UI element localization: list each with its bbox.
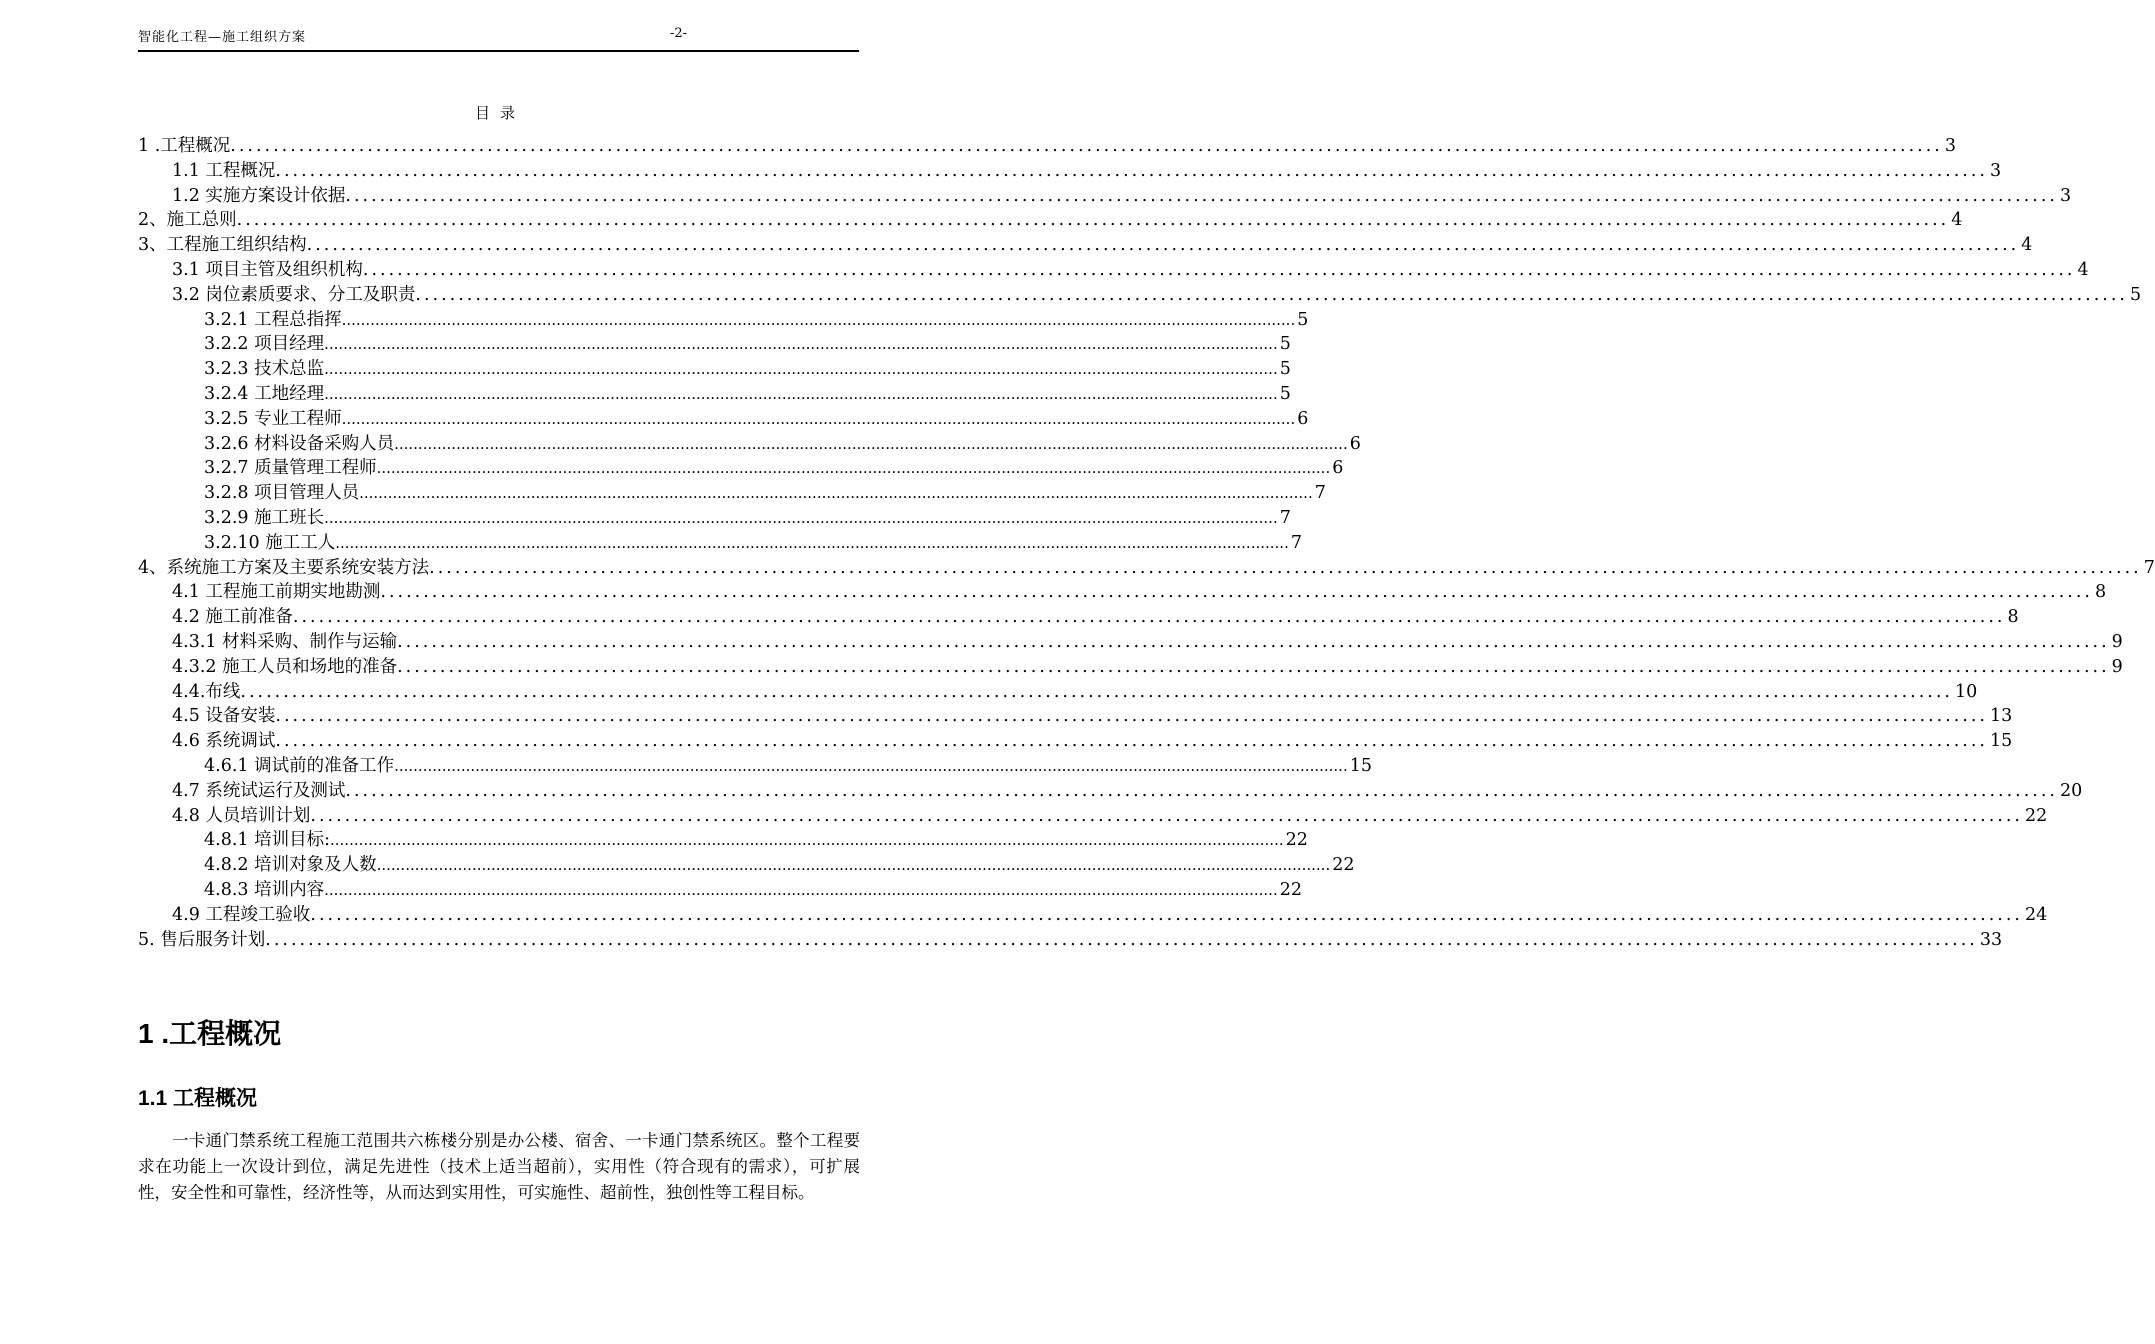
toc-entry[interactable] [172,704,2013,728]
toc-leader-dots: ........................................................................................................................................................................................................ [394,434,1348,453]
toc-entry[interactable] [204,432,1361,456]
toc-entry-page: 15 [1989,731,2013,752]
toc-entry-label: 4.8.2 培训对象及人数 [204,855,377,876]
toc-entry-page: 5 [1279,359,1291,380]
toc-entry-page: 33 [1979,929,2003,950]
toc-entry-label: 3.2.6 材料设备采购人员 [204,433,395,454]
toc-leader-dots: ........................................................................................................................................................................................................ [292,607,2006,628]
toc-leader-dots: ........................................................................................................................................................................................................ [324,509,1278,527]
toc-entry-page: 8 [2094,582,2107,603]
toc-entry[interactable] [172,580,2107,604]
toc-entry[interactable] [204,382,1291,406]
toc-entry-page: 13 [1989,706,2013,727]
toc-entry-page: 5 [1279,334,1291,355]
toc-entry[interactable] [172,779,2083,803]
toc-entry-page: 24 [2024,904,2048,925]
toc-leader-dots: ........................................................................................................................................................................................................ [341,409,1296,428]
toc-entry-label: 4.1 工程施工前期实地勘测 [172,582,381,603]
toc-entry-label: 4.7 系统试运行及测试 [172,780,346,801]
toc-entry-page: 7 [1290,532,1302,553]
header-page-number: -2- [670,26,688,41]
toc-entry-page: 9 [2111,656,2123,677]
toc-entry[interactable] [172,630,2123,654]
toc-entry[interactable] [172,655,2123,679]
toc-entry-label: 3.2.9 施工班长 [204,508,325,528]
toc-entry-label: 4.5 设备安装 [172,706,276,727]
toc-leader-dots: ........................................................................................................................................................................................................ [380,582,2093,603]
toc-entry-page: 9 [2111,632,2123,652]
toc-entry-label: 3.2.3 技术总监 [204,359,325,380]
toc-entry-label: 3.2.1 工程总指挥 [204,309,342,330]
body-paragraph: 一卡通门禁系统工程施工范围共六栋楼分别是办公楼、宿舍、一卡通门禁系统区。整个工程要求在功能上一次设计到位，满足先进性（技术上适当超前），实用性（符合现有的需求），可扩展性，安全性和可靠性，经济性等，从而达到实用性，可实施性、超前性，独创性等工程目标。 [138,1131,860,1202]
toc-entry-label: 3.2.4 工地经理 [204,384,325,404]
toc-entry[interactable] [138,233,2033,257]
toc-entry[interactable] [172,283,2142,307]
toc-entry-label: 3、工程施工组织结构 [138,235,307,256]
toc-leader-dots: ........................................................................................................................................................................................................ [345,780,2058,801]
toc-entry-page: 22 [2024,805,2048,826]
section-heading: 1 .工程概况 [138,1018,282,1049]
toc-entry-page: 22 [1332,855,1355,876]
page-header [138,24,859,52]
toc-leader-dots: ........................................................................................................................................................................................................ [230,136,1943,156]
toc-entry-page: 6 [1332,458,1344,479]
toc-entry[interactable] [204,828,1308,852]
toc-entry-page: 10 [1954,681,1978,702]
toc-entry-page: 6 [1297,408,1309,429]
toc-entry-page: 5 [2129,284,2142,305]
toc-leader-dots: ........................................................................................................................................................................................................ [362,260,2076,280]
toc-entry[interactable] [172,903,2048,927]
toc-leader-dots: ........................................................................................................................................................................................................ [359,484,1313,503]
toc-leader-dots: ........................................................................................................................................................................................................ [341,310,1296,329]
toc-leader-dots: ........................................................................................................................................................................................................ [376,459,1331,478]
toc-entry-label: 4.3.2 施工人员和场地的准备 [172,656,398,677]
toc-entry-label: 5. 售后服务计划 [138,929,266,950]
toc-entry-label: 3.2.2 项目经理 [204,334,325,355]
toc-entry-page: 4 [2077,260,2089,280]
toc-leader-dots: ........................................................................................................................................................................................................ [275,731,1988,752]
toc-leader-dots: ........................................................................................................................................................................................................ [265,929,1978,950]
toc-entry-page: 5 [1297,309,1309,330]
toc-entry-page: 7 [2143,557,2155,578]
toc-entry-label: 4.4.布线 [172,681,241,702]
toc-entry-label: 3.2.7 质量管理工程师 [204,458,377,479]
toc-entry-label: 4.3.1 材料采购、制作与运输 [172,632,398,652]
toc-entry[interactable] [172,184,2072,208]
toc-leader-dots: ........................................................................................................................................................................................................ [397,632,2110,652]
toc-leader-dots: ........................................................................................................................................................................................................ [324,335,1278,354]
toc-entry[interactable] [204,878,1302,902]
toc-entry[interactable] [204,357,1291,381]
toc-leader-dots: ........................................................................................................................................................................................................ [275,160,1988,181]
toc-leader-dots: ........................................................................................................................................................................................................ [275,706,1988,727]
toc-entry[interactable] [138,928,2003,952]
toc-entry[interactable] [172,258,2089,282]
toc-entry-label: 4.8.3 培训内容 [204,880,325,900]
toc-leader-dots: ........................................................................................................................................................................................................ [310,805,2023,826]
toc-leader-dots: ........................................................................................................................................................................................................ [345,185,2058,206]
toc-entry[interactable] [204,853,1355,877]
toc-entry-page: 6 [1349,433,1361,454]
toc-entry-page: 5 [1279,384,1291,404]
toc-leader-dots: ........................................................................................................................................................................................................ [310,904,2023,925]
toc-entry-label: 1.2 实施方案设计依据 [172,185,346,206]
toc-leader-dots: ........................................................................................................................................................................................................ [335,533,1289,552]
toc-entry[interactable] [172,729,2013,753]
toc-entry-label: 1 .工程概况 [138,136,231,156]
toc-entry-label: 4.8 人员培训计划 [172,805,311,826]
toc-entry[interactable] [204,308,1309,332]
toc-entry-page: 3 [1989,160,2002,181]
toc-entry-label: 3.1 项目主管及组织机构 [172,260,363,280]
toc-leader-dots: ........................................................................................................................................................................................................ [306,235,2020,256]
toc-entry[interactable] [204,407,1309,431]
toc-entry[interactable] [172,159,2002,183]
toc-leader-dots: ........................................................................................................................................................................................................ [397,656,2110,677]
toc-entry-page: 3 [2059,185,2072,206]
toc-leader-dots: ........................................................................................................................................................................................................ [415,284,2128,305]
toc-entry[interactable] [204,456,1344,480]
toc-entry[interactable] [204,531,1302,555]
toc-entry-label: 3.2.5 专业工程师 [204,408,342,429]
subsection-heading: 1.1 工程概况 [138,1087,258,1110]
toc-entry[interactable] [172,605,2019,629]
toc-entry-label: 2、施工总则 [138,210,237,231]
toc-leader-dots: ........................................................................................................................................................................................................ [324,385,1278,403]
toc-entry-page: 8 [2007,607,2019,628]
toc-entry-label: 4.2 施工前准备 [172,607,293,628]
toc-entry[interactable] [204,481,1326,505]
toc-entry[interactable] [172,804,2048,828]
toc-leader-dots: ........................................................................................................................................................................................................ [429,557,2142,578]
toc-entry-label: 4、系统施工方案及主要系统安装方法 [138,557,430,578]
toc-entry[interactable] [138,556,2155,580]
toc-entry-page: 22 [1279,880,1302,900]
toc-entry-page: 20 [2059,780,2083,801]
toc-title: 目录 [474,104,525,122]
toc-leader-dots: ........................................................................................................................................................................................................ [330,831,1284,850]
toc-entry[interactable] [204,332,1291,356]
toc-entry-page: 7 [1314,483,1326,504]
header-title: 智能化工程—施工组织方案 [138,30,307,45]
toc-entry-label: 3.2 岗位素质要求、分工及职责 [172,284,416,305]
toc-entry-label: 1.1 工程概况 [172,160,276,181]
toc-entry-page: 7 [1279,508,1291,528]
toc-entry-label: 4.6 系统调试 [172,731,276,752]
toc-entry-page: 4 [2021,235,2033,256]
toc-entry[interactable] [172,680,1978,704]
toc-entry[interactable] [204,754,1372,778]
toc-entry-label: 4.6.1 调试前的准备工作 [204,756,395,776]
toc-entry-page: 3 [1944,136,1956,156]
toc-leader-dots: ........................................................................................................................................................................................................ [236,210,1950,231]
toc-leader-dots: ........................................................................................................................................................................................................ [240,681,1953,702]
toc-leader-dots: ........................................................................................................................................................................................................ [324,881,1278,899]
toc-entry-label: 4.9 工程竣工验收 [172,904,311,925]
toc-leader-dots: ........................................................................................................................................................................................................ [376,856,1331,875]
toc-entry-label: 3.2.8 项目管理人员 [204,483,360,504]
toc-entry-page: 15 [1349,756,1372,776]
toc-entry-label: 4.8.1 培训目标: [204,830,330,851]
toc-entry[interactable] [138,134,1956,158]
toc-leader-dots: ........................................................................................................................................................................................................ [324,360,1278,379]
toc-leader-dots: ........................................................................................................................................................................................................ [394,757,1348,775]
toc-entry-page: 22 [1285,830,1308,851]
toc-entry[interactable] [204,506,1291,530]
toc-entry-label: 3.2.10 施工工人 [204,532,336,553]
toc-entry[interactable] [138,208,1963,232]
toc-entry-page: 4 [1951,210,1963,231]
